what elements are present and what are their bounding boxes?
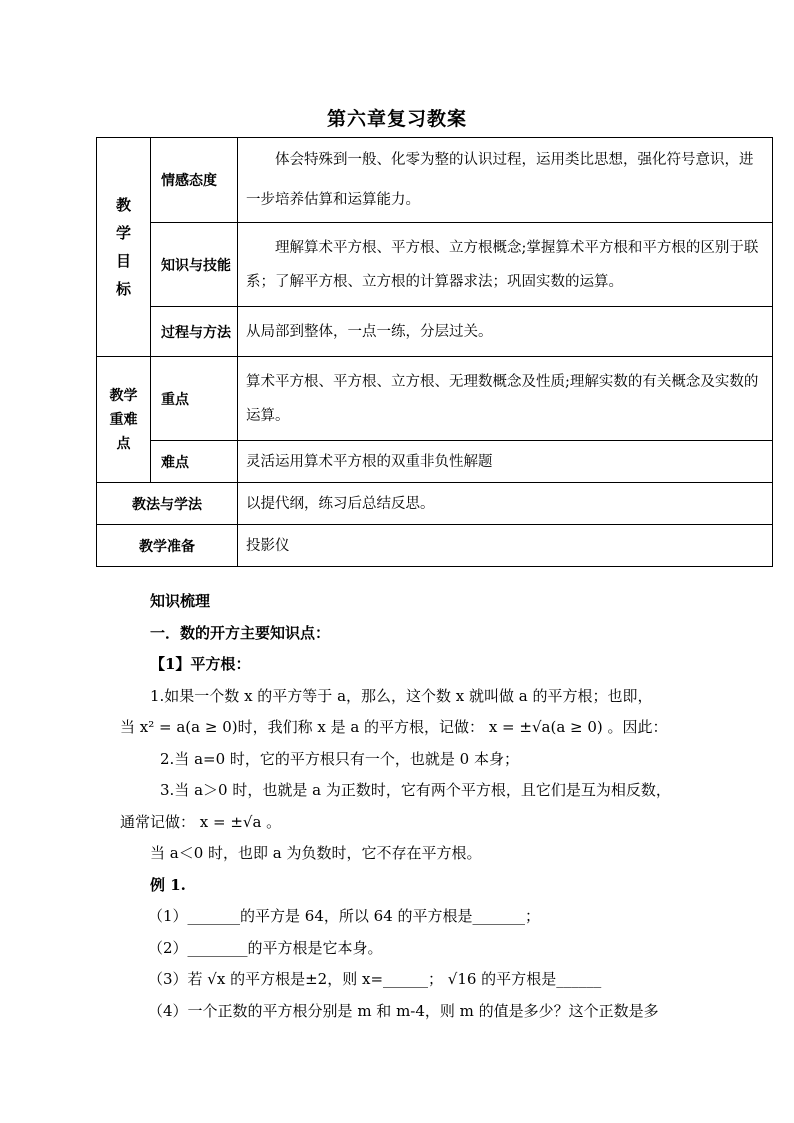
question-2: （2）________的平方根是它本身。 [148,938,383,957]
goals-skills-label: 知识与技能 [151,223,238,307]
method-label: 教法与学法 [97,483,238,525]
page-title: 第六章复习教案 [326,108,467,130]
goals-attitude-text: 体会特殊到一般、化零为整的认识过程，运用类比思想，强化符号意识，进一步培养估算和运算能力。 [238,138,773,223]
key-point-label: 重点 [151,357,238,441]
method-text: 以提代纲，练习后总结反思。 [238,483,773,525]
paragraph-line: 3.当 a＞0 时，也就是 a 为正数时，它有两个平方根，且它们是互为相反数， [160,781,671,799]
table-row [97,441,773,483]
table-row [97,307,773,357]
goals-skills-text: 理解算术平方根、平方根、立方根概念;掌握算术平方根和平方根的区别于联系；了解平方根、立方根的计算器求法；巩固实数的运算。 [238,223,773,307]
table-row [97,223,773,307]
document-body [120,586,700,1027]
paragraph-line: 通常记做： x = ±√a 。 [120,812,282,831]
example-heading: 例 1. [150,875,186,894]
table-row [97,138,773,223]
key-point-text: 算术平方根、平方根、立方根、无理数概念及性质;理解实数的有关概念及实数的运算。 [238,357,773,441]
goals-process-text: 从局部到整体，一点一练，分层过关。 [238,307,773,357]
question-1: （1）_______的平方是 64，所以 64 的平方根是_______； [148,907,541,925]
goals-category: 教学目标 [97,138,151,357]
difficulty-label: 难点 [151,441,238,483]
table-row [97,483,773,525]
goals-attitude-label: 情感态度 [151,138,238,223]
paragraph-line: 2.当 a=0 时，它的平方根只有一个，也就是 0 本身； [160,749,519,768]
key-category: 教学重难点 [97,357,151,483]
paragraph-line: 当 a＜0 时，也即 a 为负数时，它不存在平方根。 [150,844,482,862]
prep-text: 投影仪 [238,525,773,567]
difficulty-text: 灵活运用算术平方根的双重非负性解题 [238,441,773,483]
table-row [97,357,773,441]
table-row [97,525,773,567]
question-4: （4）一个正数的平方根分别是 m 和 m-4，则 m 的值是多少？这个正数是多 [148,1001,659,1020]
paragraph-line: 1.如果一个数 x 的平方等于 a，那么，这个数 x 就叫做 a 的平方根；也即， [150,686,653,705]
question-3: （3）若 √x 的平方根是±2，则 x=______； √16 的平方根是______ [148,970,602,988]
section-title: 知识梳理 [150,592,211,610]
subsection-heading: 【1】平方根： [150,655,251,673]
section-heading: 一．数的开方主要知识点： [150,623,331,642]
prep-label: 教学准备 [97,525,238,567]
paragraph-line: 当 x² = a(a ≥ 0)时，我们称 x 是 a 的平方根，记做： x = ±√a(a ≥ 0) 。因此： [120,718,668,736]
goals-process-label: 过程与方法 [151,307,238,357]
lesson-plan-table [96,137,773,567]
